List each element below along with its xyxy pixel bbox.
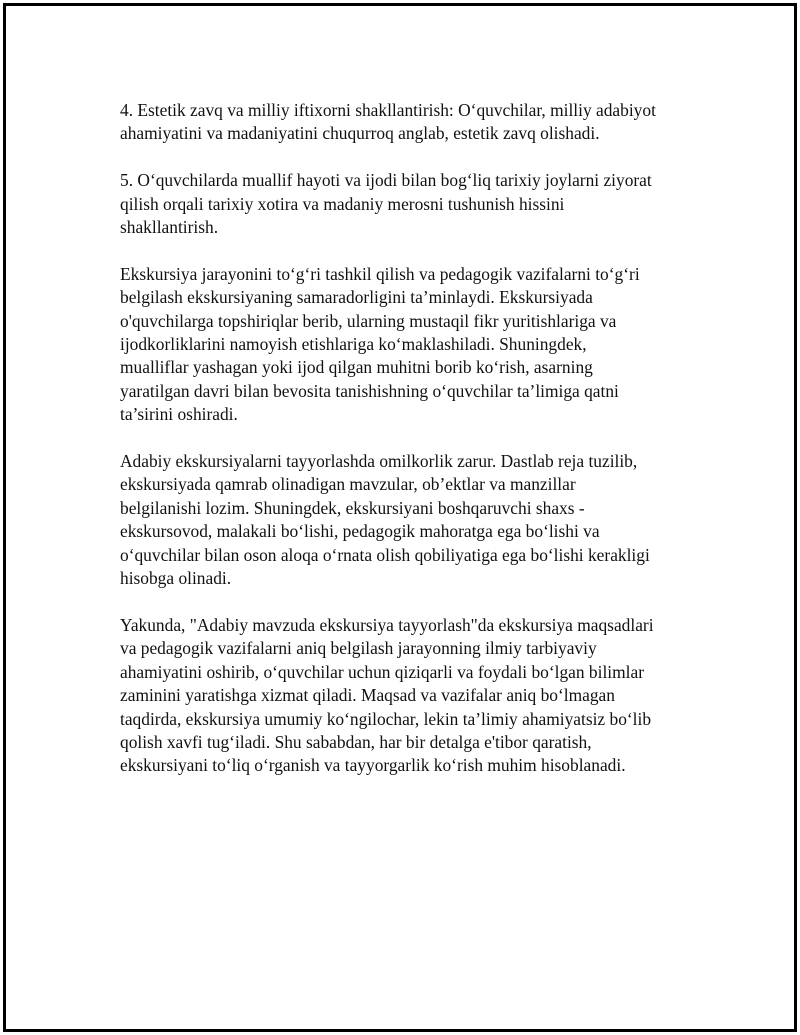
text-line: belgilanishi lozim. Shuningdek, ekskursiyani boshqaruvchi shaxs - [120,497,585,518]
text-line: hisobga olinadi. [120,568,232,589]
paragraph-goal-4 [120,99,700,146]
paragraph-organization [120,263,700,427]
paragraph-preparation [120,450,700,590]
text-line: shakllantirish. [120,217,219,238]
text-line: Ekskursiya jarayonini to‘g‘ri tashkil qilish va pedagogik vazifalarni to‘g‘ri [120,263,640,284]
text-line: qolish xavfi tug‘iladi. Shu sababdan, har bir detalga e'tibor qaratish, [120,731,592,752]
text-line: taqdirda, ekskursiya umumiy ko‘ngilochar, lekin ta’limiy ahamiyatsiz bo‘lib [120,708,652,729]
text-line: zaminini yaratishga xizmat qiladi. Maqsad va vazifalar aniq bo‘lmagan [120,685,615,706]
text-line: belgilash ekskursiyaning samaradorligini ta’minlaydi. Ekskursiyada [120,287,593,308]
text-line: mualliflar yashagan yoki ijod qilgan muhitni borib ko‘rish, asarning [120,357,593,378]
text-line: ekskursiyada qamrab olinadigan mavzular, ob’ektlar va manzillar [120,474,576,495]
text-line: Adabiy ekskursiyalarni tayyorlashda omilkorlik zarur. Dastlab reja tuzilib, [120,451,638,472]
text-line: 4. Estetik zavq va milliy iftixorni shakllantirish: O‘quvchilar, milliy adabiyot [120,100,656,120]
paragraph-goal-5 [120,169,700,239]
document-body [120,99,700,801]
text-line: ahamiyatini oshirib, o‘quvchilar uchun qiziqarli va foydali bo‘lgan bilimlar [120,661,644,682]
text-line: ijodkorliklarini namoyish etishlariga ko‘maklashiladi. Shuningdek, [120,334,587,355]
text-line: qilish orqali tarixiy xotira va madaniy merosni tushunish hissini [120,193,565,214]
page-frame [3,3,797,1032]
text-line: o‘quvchilar bilan oson aloqa o‘rnata olish qobiliyatiga ega bo‘lishi kerakligi [120,544,650,565]
text-line: ta’sirini oshiradi. [120,404,238,425]
text-line: ahamiyatini va madaniyatini chuqurroq anglab, estetik zavq olishadi. [120,123,600,144]
text-line: ekskursiyani to‘liq o‘rganish va tayyorgarlik ko‘rish muhim hisoblanadi. [120,755,626,776]
text-line: yaratilgan davri bilan bevosita tanishishning o‘quvchilar ta’limiga qatni [120,380,619,401]
text-line: o'quvchilarga topshiriqlar berib, ularning mustaqil fikr yuritishlariga va [120,310,617,331]
paragraph-conclusion [120,614,700,778]
text-line: Yakunda, "Adabiy mavzuda ekskursiya tayyorlash"da ekskursiya maqsadlari [120,614,654,635]
text-line: ekskursovod, malakali bo‘lishi, pedagogik mahoratga ega bo‘lishi va [120,521,600,542]
text-line: va pedagogik vazifalarni aniq belgilash jarayonning ilmiy tarbiyaviy [120,638,597,659]
text-line: 5. O‘quvchilarda muallif hayoti va ijodi bilan bog‘liq tarixiy joylarni ziyorat [120,170,652,191]
